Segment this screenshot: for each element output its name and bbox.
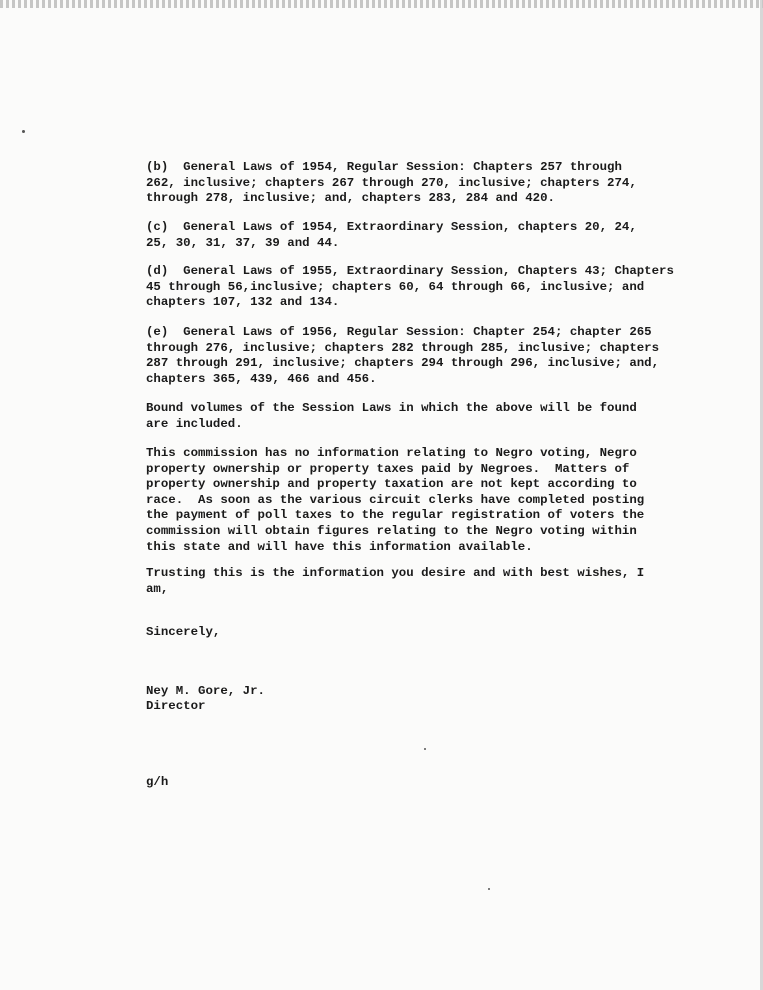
paragraph-laws-1954-extraordinary: (c) General Laws of 1954, Extraordinary Session, chapters 20, 24, 25, 30, 31, 37, 39 and 44. [146, 220, 637, 250]
paragraph-bound-volumes: Bound volumes of the Session Laws in which the above will be found are included. [146, 401, 637, 431]
scan-top-edge [0, 0, 763, 8]
signer-title: Director [146, 699, 206, 713]
typist-initials: g/h [146, 775, 169, 789]
paragraph-trusting: Trusting this is the information you desire and with best wishes, I am, [146, 566, 645, 596]
scan-speck [488, 888, 490, 890]
scan-speck [22, 130, 25, 133]
paragraph-laws-1956-regular: (e) General Laws of 1956, Regular Session: Chapter 254; chapter 265 through 276, inclusive; chapters 282 through 285, inclusive; chapters 287 through 291, inclusive; chapters 294 through 296, inclusive; and, chapters 365, 439, 466 and 456. [146, 325, 660, 386]
signer-name: Ney M. Gore, Jr. [146, 684, 265, 698]
paragraph-commission-information: This commission has no information relating to Negro voting, Negro property ownership or property taxes paid by Negroes. Matters of property ownership and property taxation are not kept according to race. As soon as the various circuit clerks have completed posting the payment of poll taxes to the regular registration of voters the commission will obtain figures relating to the Negro voting within this state and will have this information available. [146, 446, 645, 554]
scan-speck [424, 748, 426, 750]
closing-salutation: Sincerely, [146, 625, 221, 639]
paragraph-laws-1954-regular: (b) General Laws of 1954, Regular Session: Chapters 257 through 262, inclusive; chapters 267 through 270, inclusive; chapters 274, through 278, inclusive; and, chapters 283, 284 and 420. [146, 160, 637, 206]
paragraph-laws-1955-extraordinary: (d) General Laws of 1955, Extraordinary Session, Chapters 43; Chapters 45 through 56,inclusive; chapters 60, 64 through 66, inclusive; and chapters 107, 132 and 134. [146, 264, 674, 310]
